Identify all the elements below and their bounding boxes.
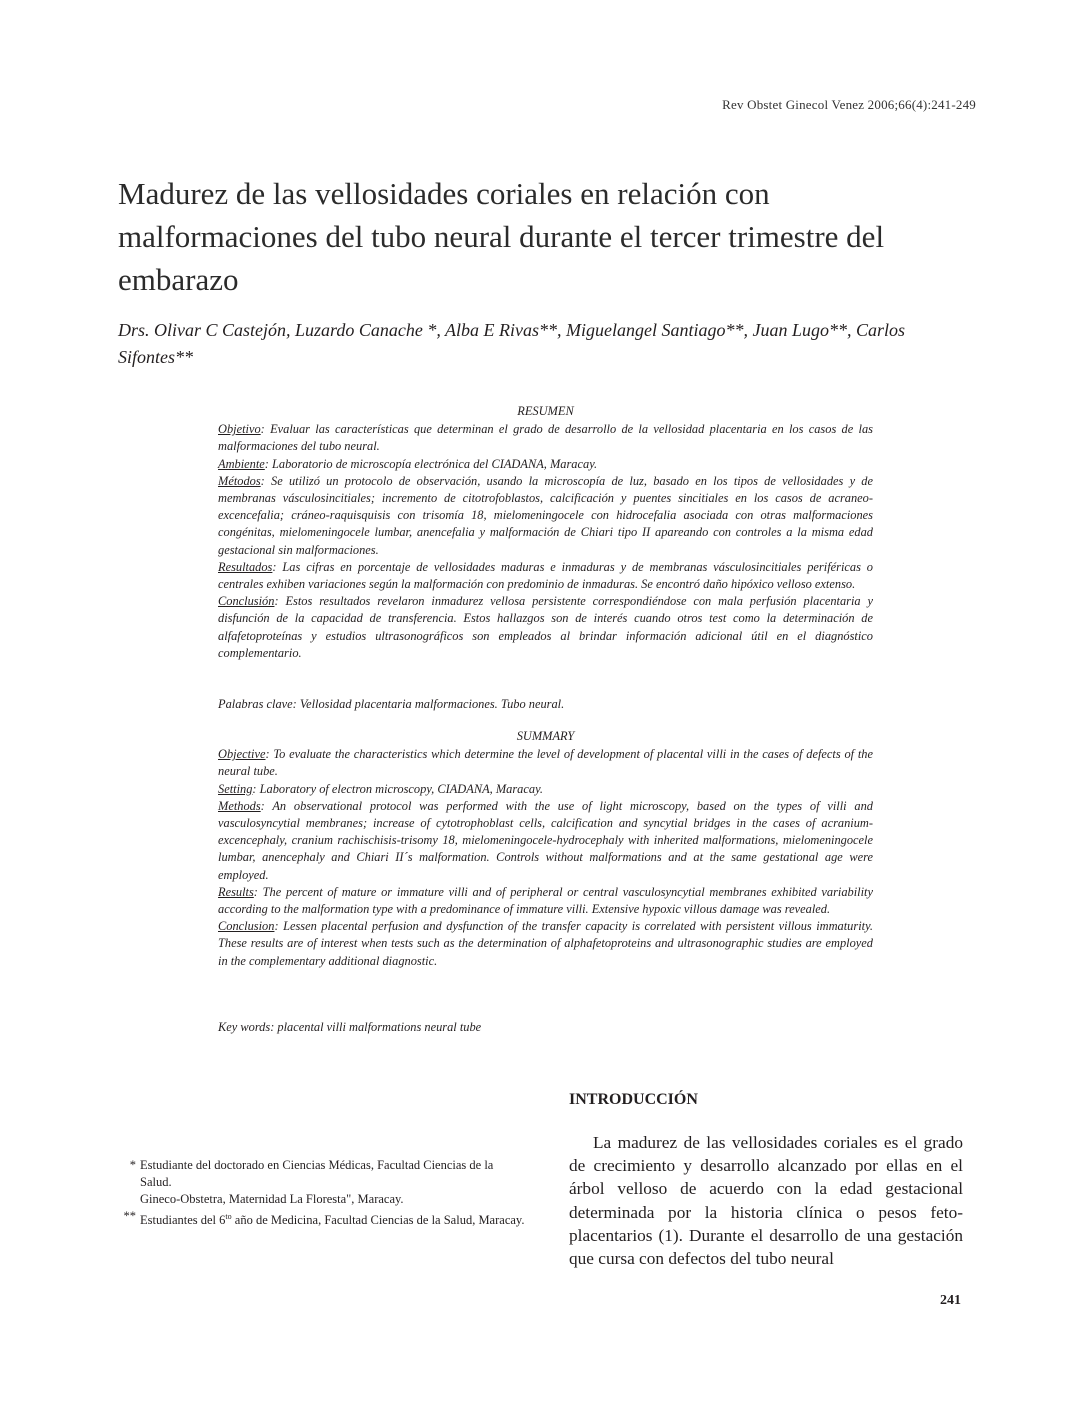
resumen-ambiente-text: : Laboratorio de microscopía electrónica del CIADANA, Maracay. xyxy=(264,456,598,471)
resumen-resultados-text: : Las cifras en porcentaje de vellosidades maduras e inmaduras y de membranas vásculosincitiales periféricas o centrales exhiben variaciones según la malformación con predominio de inmaduras. Se encontró daño hipóxico velloso extenso. xyxy=(218,559,873,592)
resumen-conclusion xyxy=(218,593,873,662)
summary-results xyxy=(218,884,873,918)
journal-citation: Rev Obstet Ginecol Venez 2006;66(4):241-249 xyxy=(722,97,976,112)
resumen-metodos-label: Métodos xyxy=(218,473,261,488)
footnote-2 xyxy=(118,1208,526,1229)
summary-setting-text: : Laboratory of electron microscopy, CIADANA, Maracay. xyxy=(252,781,543,796)
summary-results-text: : The percent of mature or immature villi and of peripheral or central vasculosyncytial membranes exhibited variability according to the malformation type with a predominance of immature villi. Extensive hypoxic villous damage was revealed. xyxy=(218,884,873,917)
resumen-section xyxy=(218,403,873,662)
resumen-metodos-text: : Se utilizó un protocolo de observación, usando la microscopía de luz, basado en los tipos de vellosidades y de membranas vásculosincitiales; incremento de citotrofoblastos, calcificación y puentes sincitiales en los casos de acraneo-excencefalia; cráneo-raquisquisis con trisomía 18, mielomeningocele con hidrocefalia asociada con otras malformaciones congénitas, mielomeningocele lumbar, anencefalia y malformación de Chiari tipo II apareando con controles a la misma edad gestacional sin malformaciones. xyxy=(218,473,873,557)
footnote-2-sup: to xyxy=(225,1212,232,1221)
summary-objective-text: : To evaluate the characteristics which determine the level of development of placental villi in the cases of defects of the neural tube. xyxy=(218,747,873,779)
article-title: Madurez de las vellosidades coriales en relación con malformaciones del tubo neural durante el tercer trimestre del embarazo xyxy=(118,176,885,297)
footnote-1-mark: * xyxy=(129,1158,136,1172)
resumen-ambiente xyxy=(218,456,873,473)
summary-setting xyxy=(218,781,873,798)
footnote-1-extra: Gineco-Obstetra, Maternidad La Floresta", Maracay. xyxy=(140,1192,404,1206)
summary-objective-label: Objective xyxy=(218,747,266,762)
page-number: 241 xyxy=(940,1293,961,1308)
summary-conclusion-text: : Lessen placental perfusion and dysfunction of the transfer capacity is correlated with persistent villous immaturity. These results are of interest when tests such as the determination of alphafetoproteins and ultrasonographic studies are employed in the complementary additional diagnostic. xyxy=(218,919,873,968)
footnote-2-text-a: Estudiantes del 6 xyxy=(140,1213,226,1228)
resumen-resultados-label: Resultados xyxy=(218,559,273,574)
summary-keywords: Key words: placental villi malformations neural tube xyxy=(218,1020,482,1034)
resumen-conclusion-text: : Estos resultados revelaron inmadurez vellosa persistente correspondiéndose con mala perfusión placentaria y disfunción de la capacidad de transferencia. Estos hallazgos son de interés cuando otros test como la determinación de alfafetoproteínas y estudios ultrasonográficos son empleados al brindar información adicional útil en el diagnóstico complementario. xyxy=(218,594,873,660)
summary-methods-text: : An observational protocol was performed with the use of light microscopy, based on the types of villi and vasculosyncytial membranes; increase of cytotrophoblast cells, calcification and syncytial bridges in the cases of acranium-excencephaly, cranium rachischisis-trisomy 18, mielomeningocele-hydrocephaly with inherited malformations, mielomeningocele lumbar, anencephaly and Chiari II´s malformation. Controls without malformations and at the same gestational age were employed. xyxy=(218,798,873,882)
author-list: Drs. Olivar C Castejón, Luzardo Canache *, Alba E Rivas**, Miguelangel Santiago**, Juan Lugo**, Carlos Sifontes** xyxy=(118,320,905,367)
summary-conclusion-label: Conclusion xyxy=(218,919,275,934)
author-footnotes xyxy=(118,1157,526,1229)
introduccion-paragraph: La madurez de las vellosidades coriales es el grado de crecimiento y desarrollo alcanzado por ellas en el árbol velloso de acuerdo con la edad gestacional determinada por la historia clínica o pesos feto-placentarios (1). Durante el desarrollo de una gestación que cursa con defectos del tubo neural xyxy=(569,1133,963,1269)
summary-setting-label: Setting xyxy=(218,781,253,796)
resumen-keywords: Palabras clave: Vellosidad placentaria malformaciones. Tubo neural. xyxy=(218,697,565,711)
footnote-1 xyxy=(118,1157,526,1191)
footnote-1-text: Estudiante del doctorado en Ciencias Médicas, Facultad Ciencias de la Salud. xyxy=(140,1158,494,1189)
resumen-metodos xyxy=(218,473,873,559)
resumen-heading: RESUMEN xyxy=(517,404,574,418)
summary-heading: SUMMARY xyxy=(516,729,575,743)
footnote-2-mark: ** xyxy=(123,1209,136,1223)
resumen-ambiente-label: Ambiente xyxy=(218,456,265,471)
summary-methods xyxy=(218,798,873,884)
resumen-conclusion-label: Conclusión xyxy=(218,594,275,609)
resumen-objetivo-label: Objetivo xyxy=(218,422,261,437)
summary-results-label: Results xyxy=(218,884,254,899)
summary-section xyxy=(218,728,873,970)
introduccion-body xyxy=(569,1131,963,1270)
introduccion-heading: INTRODUCCIÓN xyxy=(569,1091,698,1108)
resumen-objetivo-text: : Evaluar las características que determinan el grado de desarrollo de la vellosidad placentaria en los casos de las malformaciones del tubo neural. xyxy=(218,422,873,454)
footnote-2-text-b: año de Medicina, Facultad Ciencias de la Salud, Maracay. xyxy=(231,1213,525,1228)
summary-objective xyxy=(218,746,873,780)
summary-conclusion xyxy=(218,918,873,970)
resumen-objetivo xyxy=(218,421,873,455)
resumen-resultados xyxy=(218,559,873,593)
summary-methods-label: Methods xyxy=(218,798,261,813)
